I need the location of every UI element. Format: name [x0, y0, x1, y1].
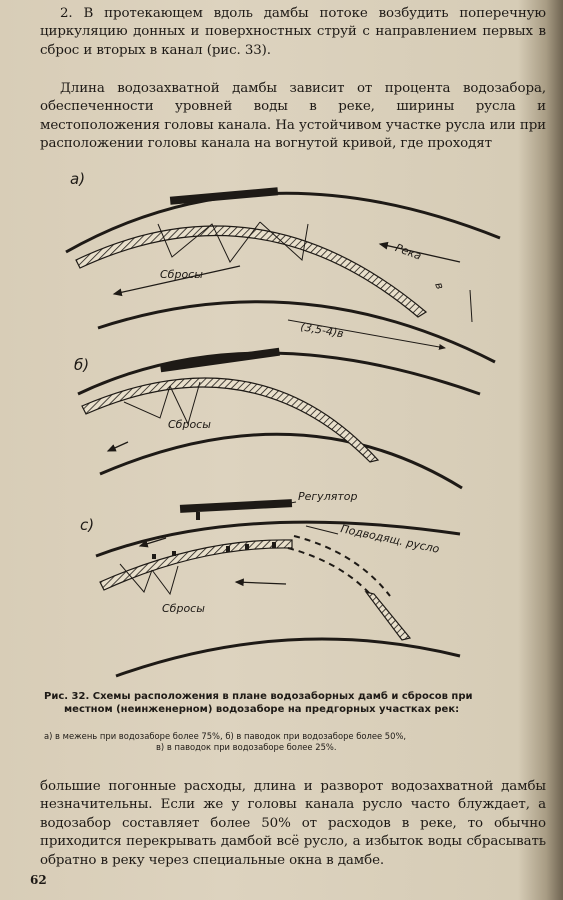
scheme-a-label: а) [70, 170, 86, 188]
scheme-a-sbrosy: Сбросы [160, 268, 203, 281]
scheme-a-length-label: (3,5-4)в [299, 320, 345, 341]
scheme-a-width-label: в [432, 280, 447, 292]
subcaption-line-2: в) в паводок при водозаборе более 25%. [156, 742, 337, 752]
scheme-c-label: с) [80, 516, 95, 534]
scheme-c [80, 490, 460, 676]
scheme-a-tail-arrow [470, 290, 472, 322]
scheme-c-lower-bank [116, 639, 460, 676]
scheme-c-regulator-label: Регулятор [298, 490, 358, 503]
scheme-c-podvod-label: Подводящ. русло [339, 522, 441, 556]
scheme-c-arrow-2 [236, 582, 286, 584]
scheme-a-headworks [170, 187, 278, 204]
subcaption-line-1: а) в межень при водозаборе более 75%, б) в паводок при водозаборе более 50%, [44, 731, 407, 741]
scheme-b-arrow [108, 442, 128, 451]
caption-line-1: Рис. 32. Схемы расположения в плане водозаборных дамб и сбросов при [44, 691, 473, 702]
scheme-a [66, 170, 500, 362]
paragraph-3: большие погонные расходы, длина и разворот водозахватной дамбы незначительны. Если же у головы канала русло часто блуждает, а водозабор составляет более 50% от расходов в реке, то обычно приходится перекрывать дамбой всё русло, а избыток воды сбрасывать обратно в реку через специальные окна в дамбе. [40, 779, 546, 868]
page-number: 62 [30, 873, 47, 887]
scheme-c-podvod-leader [306, 526, 338, 534]
scheme-c-dam-end [366, 592, 410, 640]
scheme-b-label: б) [74, 356, 90, 374]
figure-subcaption [44, 731, 544, 753]
figure-caption [44, 690, 544, 716]
scheme-a-dam [76, 226, 426, 317]
scheme-b-dam [82, 378, 378, 462]
scheme-c-dashed-bank-2 [294, 536, 390, 596]
caption-line-2: местном (неинженерном) водозаборе на предгорных участках рек: [64, 704, 460, 715]
scheme-b-sbrosy: Сбросы [168, 418, 211, 431]
scheme-b-lower-bank [100, 434, 462, 488]
paragraph-2: Длина водозахватной дамбы зависит от процента водозабора, обеспеченности уровней воды в реке, ширины русла и местоположения головы канала. На устойчивом участке русла или при расположении головы канала на вогнутой кривой, где проходят [40, 81, 546, 152]
scheme-b [74, 348, 480, 488]
scheme-c-dashed-bank [288, 548, 370, 594]
paragraph-1: 2. В протекающем вдоль дамбы потоке возбудить поперечную циркуляцию донных и поверхностных струй с направлением первых в сброс и вторых в канал (рис. 33). [40, 6, 546, 58]
dam-schemes-figure [40, 162, 540, 687]
scheme-a-river-label: Река [393, 241, 424, 263]
scheme-c-sbrosy: Сбросы [162, 602, 205, 615]
